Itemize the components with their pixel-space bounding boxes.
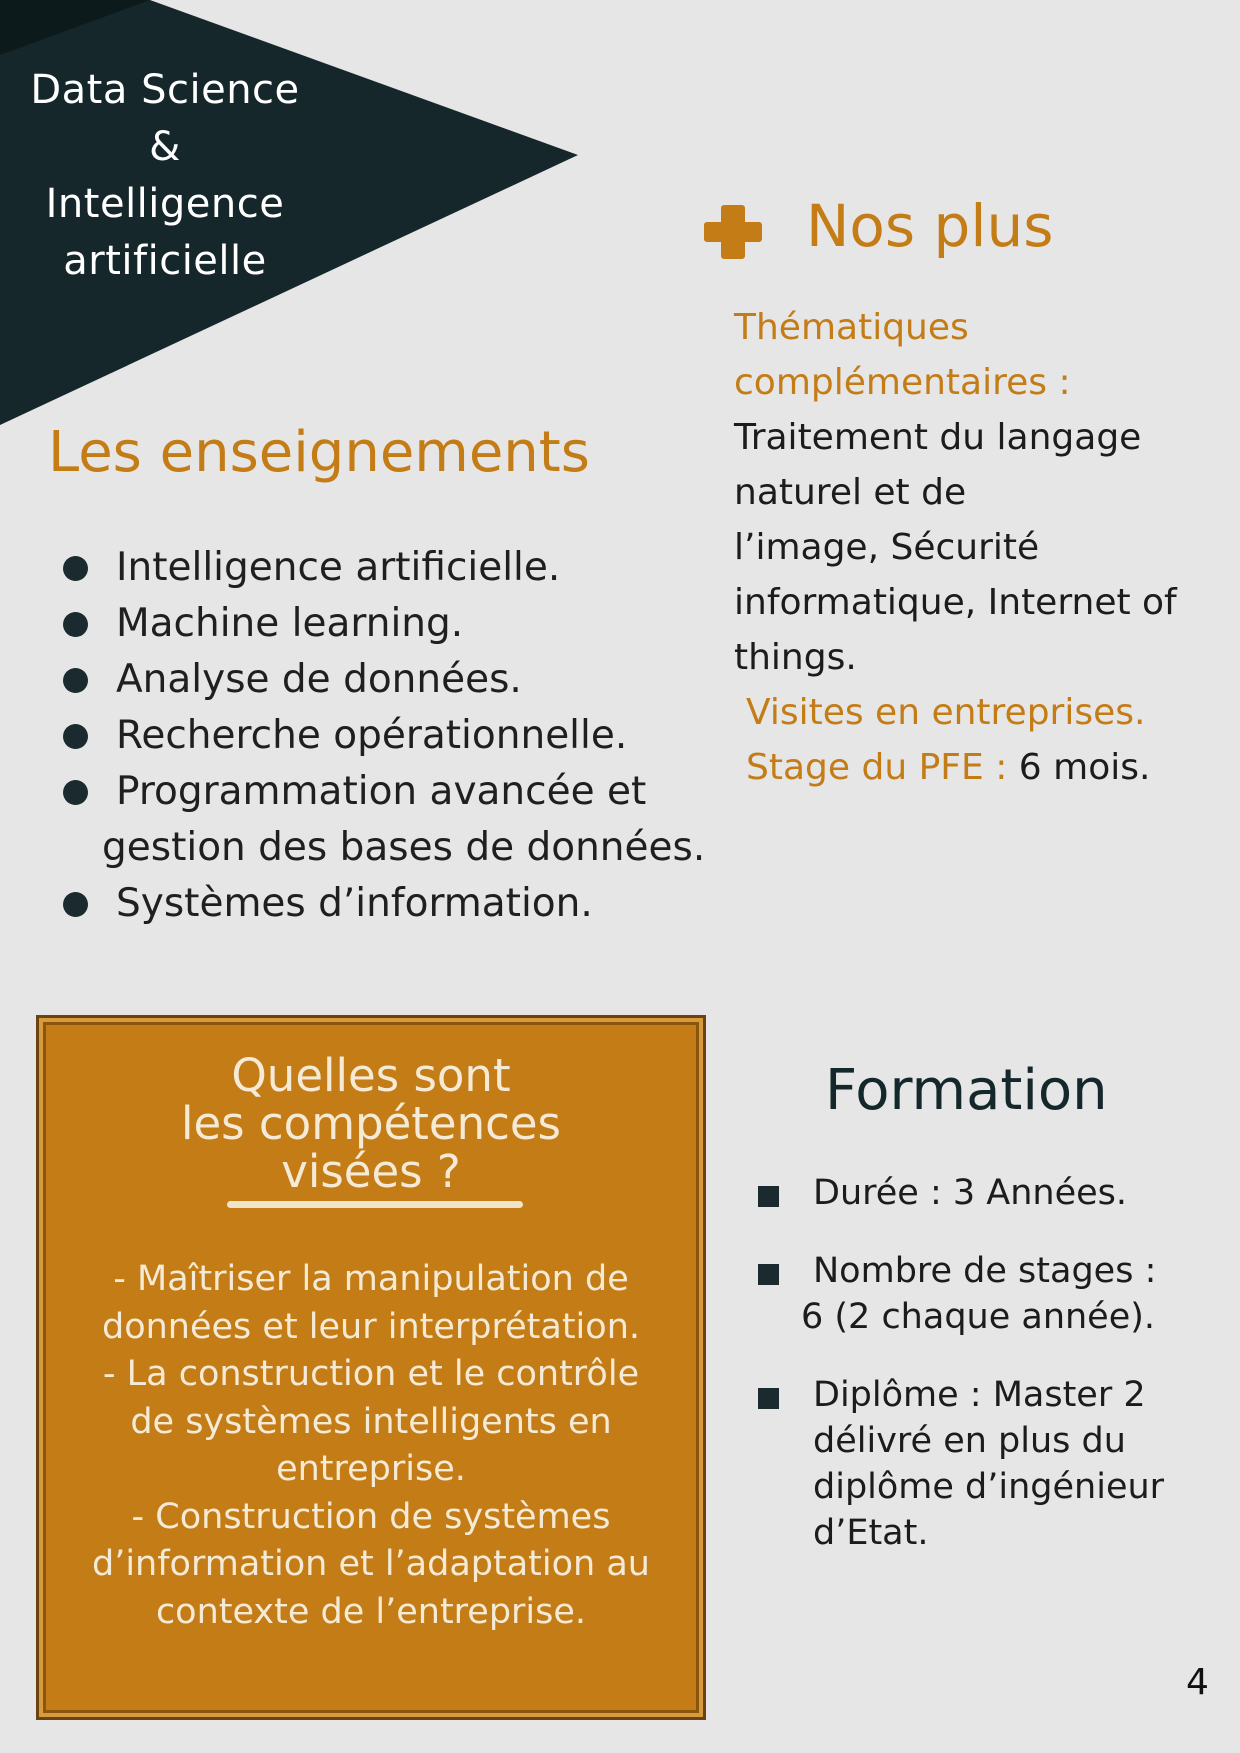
list-item: Recherche opérationnelle.	[58, 708, 705, 764]
bullet-icon	[63, 780, 88, 805]
competences-box	[36, 1015, 706, 1720]
competences-text: - Maîtriser la manipulation de données et leur interprétation. - La construction et le contrôle de systèmes intelligents en entreprise. - Construction de systèmes d’information et l’adaptation au contexte de l’entreprise.	[91, 1259, 650, 1632]
bullet-icon	[63, 668, 88, 693]
title-underline	[227, 1201, 523, 1208]
bullet-icon	[63, 612, 88, 637]
thematiques-text: Traitement du langage	[734, 417, 1142, 458]
thematiques-text: naturel et de	[734, 472, 967, 513]
list-item: Analyse de données.	[58, 652, 705, 708]
list-item: Systèmes d’information.	[58, 876, 705, 932]
list-item: Machine learning.	[58, 596, 705, 652]
square-bullet-icon	[758, 1388, 779, 1409]
page-number: 4	[1186, 1662, 1209, 1703]
thematiques-text: things.	[734, 637, 857, 678]
plus-icon	[704, 203, 762, 261]
banner-line: &	[149, 124, 181, 170]
banner-line: Data Science	[30, 67, 300, 113]
list-item: Diplôme : Master 2 délivré en plus du diplôme d’ingénieur d’Etat.	[758, 1372, 1164, 1556]
enseignements-title: Les enseignements	[48, 420, 590, 485]
list-item: Nombre de stages : 6 (2 chaque année).	[758, 1248, 1164, 1340]
banner-title	[10, 62, 320, 290]
thematiques-label: Thématiques	[734, 307, 969, 348]
list-item: Durée : 3 Années.	[758, 1170, 1164, 1216]
bullet-icon	[63, 892, 88, 917]
bullet-icon	[63, 724, 88, 749]
square-bullet-icon	[758, 1186, 779, 1207]
stage-value: 6 mois.	[1018, 747, 1151, 788]
square-bullet-icon	[758, 1264, 779, 1285]
list-item: Programmation avancée et gestion des bases de données.	[58, 764, 705, 876]
banner-line: Intelligence	[45, 181, 285, 227]
visites-text: Visites en entreprises.	[746, 692, 1146, 733]
thematiques-label: complémentaires :	[734, 362, 1071, 403]
bullet-icon	[63, 556, 88, 581]
nos-plus-content	[734, 300, 1234, 795]
list-item-continuation: gestion des bases de données.	[102, 825, 706, 870]
stage-pfe	[734, 740, 1234, 795]
formation-title: Formation	[825, 1058, 1108, 1123]
thematiques-text: l’image, Sécurité	[734, 527, 1040, 568]
enseignements-list	[58, 540, 705, 932]
competences-title: Quelles sont les compétences visées ?	[180, 1049, 562, 1198]
banner-line: artificielle	[63, 238, 267, 284]
thematiques-text: informatique, Internet of	[734, 582, 1177, 623]
stage-label: Stage du PFE :	[746, 747, 1008, 788]
nos-plus-title: Nos plus	[806, 192, 1054, 260]
formation-list	[758, 1170, 1164, 1556]
list-item: Intelligence artificielle.	[58, 540, 705, 596]
